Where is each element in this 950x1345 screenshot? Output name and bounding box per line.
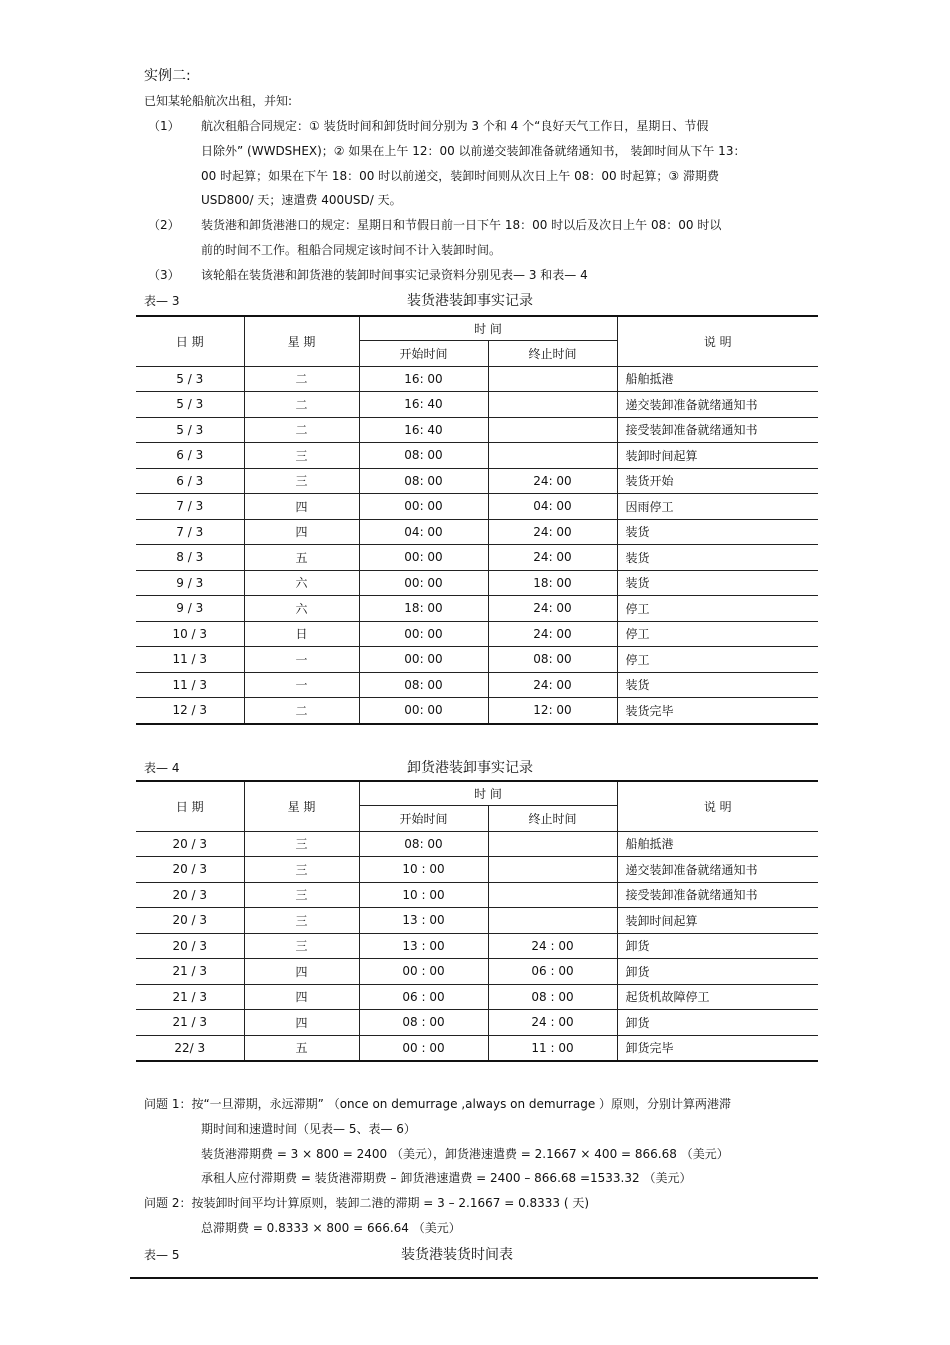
cell-note: 因雨停工: [617, 494, 818, 520]
cell-weekday: 三: [244, 443, 359, 469]
question1-line-1: 问题 1：按“一旦滞期，永远滞期” （once on demurrage ,always on demurrage ）原则，分别计算两港滞: [144, 1097, 732, 1111]
cell-date: 20 / 3: [136, 933, 244, 959]
cell-date: 8 / 3: [136, 545, 244, 571]
table-row: [136, 984, 818, 1010]
cell-end: [488, 908, 617, 934]
cell-date: 20 / 3: [136, 908, 244, 934]
cell-end: 24 : 00: [488, 933, 617, 959]
cell-start: 08: 00: [359, 443, 488, 469]
cell-start: 04: 00: [359, 519, 488, 545]
cell-weekday: 四: [244, 984, 359, 1010]
cell-note: 装货开始: [617, 468, 818, 494]
cell-date: 6 / 3: [136, 468, 244, 494]
cell-weekday: 三: [244, 908, 359, 934]
cell-end: 08 : 00: [488, 984, 617, 1010]
table4-header-end: 终止时间: [488, 805, 617, 831]
condition-2-line-1: 装货港和卸货港港口的规定：星期日和节假日前一日下午 18：00 时以后及次日上午 08：00 时以: [201, 218, 722, 232]
table-row: [136, 882, 818, 908]
question1-line-3: 装货港滞期费 = 3 × 800 = 2400 （美元），卸货港速遣费 = 2.1667 × 400 = 866.68 （美元）: [201, 1147, 729, 1161]
cell-start: 10 : 00: [359, 882, 488, 908]
table4-header-weekday: 星 期: [244, 781, 359, 831]
cell-weekday: 一: [244, 672, 359, 698]
cell-start: 00: 00: [359, 621, 488, 647]
cell-weekday: 三: [244, 857, 359, 883]
cell-weekday: 三: [244, 882, 359, 908]
table-row: [136, 494, 818, 520]
cell-start: 00: 00: [359, 570, 488, 596]
cell-note: 卸货: [617, 959, 818, 985]
cell-note: 装货: [617, 545, 818, 571]
cell-end: [488, 366, 617, 392]
condition-1-line-4: USD800/ 天；速遣费 400USD/ 天。: [201, 193, 402, 207]
question1-line-4: 承租人应付滞期费 = 装货港滞期费 – 卸货港速遣费 = 2400 – 866.68 =1533.32 （美元）: [201, 1171, 692, 1185]
cell-start: 08: 00: [359, 672, 488, 698]
condition-2-line-2: 前的时间不工作。租船合同规定该时间不计入装卸时间。: [201, 243, 502, 257]
table-row: [136, 545, 818, 571]
cell-date: 7 / 3: [136, 519, 244, 545]
table4-label: 表— 4: [144, 761, 180, 775]
table3-header-time: 时 间: [359, 316, 617, 340]
question1-line-2: 期时间和速遣时间（见表— 5、表— 6）: [201, 1122, 416, 1136]
cell-note: 递交装卸准备就绪通知书: [617, 392, 818, 418]
cell-end: [488, 882, 617, 908]
cell-date: 21 / 3: [136, 984, 244, 1010]
condition-3-line-1: 该轮船在装货港和卸货港的装卸时间事实记录资料分别见表— 3 和表— 4: [201, 268, 588, 282]
cell-weekday: 三: [244, 468, 359, 494]
cell-start: 00: 00: [359, 698, 488, 724]
cell-end: 08: 00: [488, 647, 617, 673]
cell-note: 起货机故障停工: [617, 984, 818, 1010]
cell-note: 装货: [617, 570, 818, 596]
cell-weekday: 四: [244, 959, 359, 985]
cell-note: 递交装卸准备就绪通知书: [617, 857, 818, 883]
table-row: [136, 647, 818, 673]
cell-weekday: 四: [244, 1010, 359, 1036]
cell-date: 5 / 3: [136, 417, 244, 443]
cell-note: 装货: [617, 519, 818, 545]
cell-weekday: 三: [244, 933, 359, 959]
cell-weekday: 四: [244, 494, 359, 520]
condition-3-number: （3）: [148, 268, 180, 282]
table-row: [136, 392, 818, 418]
cell-end: 24: 00: [488, 672, 617, 698]
table-row: [136, 831, 818, 857]
table-row: [136, 1010, 818, 1036]
table-row: [136, 417, 818, 443]
cell-note: 卸货: [617, 933, 818, 959]
table3-title: 装货港装卸事实记录: [407, 293, 533, 309]
table3-header-weekday: 星 期: [244, 316, 359, 366]
cell-date: 6 / 3: [136, 443, 244, 469]
table3-label: 表— 3: [144, 294, 180, 308]
cell-start: 08 : 00: [359, 1010, 488, 1036]
cell-start: 18: 00: [359, 596, 488, 622]
cell-start: 16: 40: [359, 392, 488, 418]
cell-start: 16: 40: [359, 417, 488, 443]
table4-body: [136, 831, 818, 1061]
table-row: [136, 1035, 818, 1061]
cell-start: 13 : 00: [359, 908, 488, 934]
cell-weekday: 一: [244, 647, 359, 673]
cell-start: 06 : 00: [359, 984, 488, 1010]
table3-loading-port-records: [136, 315, 818, 725]
cell-start: 13 : 00: [359, 933, 488, 959]
table-row: [136, 672, 818, 698]
cell-date: 20 / 3: [136, 882, 244, 908]
cell-weekday: 六: [244, 596, 359, 622]
cell-end: [488, 392, 617, 418]
table-row: [136, 468, 818, 494]
table4-title: 卸货港装卸事实记录: [407, 760, 533, 776]
cell-note: 停工: [617, 647, 818, 673]
table4-header-start: 开始时间: [359, 805, 488, 831]
cell-weekday: 六: [244, 570, 359, 596]
cell-note: 船舶抵港: [617, 366, 818, 392]
cell-date: 7 / 3: [136, 494, 244, 520]
cell-start: 00: 00: [359, 545, 488, 571]
cell-start: 08: 00: [359, 831, 488, 857]
cell-note: 卸货: [617, 1010, 818, 1036]
table3-body: [136, 366, 818, 724]
cell-note: 装卸时间起算: [617, 443, 818, 469]
cell-date: 22/ 3: [136, 1035, 244, 1061]
cell-weekday: 二: [244, 366, 359, 392]
cell-start: 00: 00: [359, 647, 488, 673]
table-row: [136, 933, 818, 959]
table-row: [136, 519, 818, 545]
cell-weekday: 四: [244, 519, 359, 545]
cell-end: 11 : 00: [488, 1035, 617, 1061]
condition-1-number: （1）: [148, 119, 180, 133]
cell-note: 停工: [617, 596, 818, 622]
table4-header-date: 日 期: [136, 781, 244, 831]
table5-title: 装货港装货时间表: [401, 1247, 513, 1263]
table-row: [136, 959, 818, 985]
cell-note: 停工: [617, 621, 818, 647]
cell-start: 16: 00: [359, 366, 488, 392]
cell-weekday: 二: [244, 698, 359, 724]
cell-end: 24: 00: [488, 519, 617, 545]
cell-end: 04: 00: [488, 494, 617, 520]
cell-date: 9 / 3: [136, 596, 244, 622]
cell-end: 24: 00: [488, 468, 617, 494]
cell-end: [488, 417, 617, 443]
question2-line-2: 总滞期费 = 0.8333 × 800 = 666.64 （美元）: [201, 1221, 461, 1235]
table-row: [136, 857, 818, 883]
cell-weekday: 日: [244, 621, 359, 647]
cell-note: 接受装卸准备就绪通知书: [617, 882, 818, 908]
condition-1-line-1: 航次租船合同规定：① 装货时间和卸货时间分别为 3 个和 4 个“良好天气工作日，星期日、节假: [201, 119, 709, 133]
intro-text: 已知某轮船航次出租，并知:: [144, 94, 293, 108]
condition-1-line-3: 00 时起算；如果在下午 18：00 时以前递交，装卸时间则从次日上午 08：00 时起算；③ 滞期费: [201, 169, 719, 183]
cell-date: 21 / 3: [136, 1010, 244, 1036]
cell-start: 00 : 00: [359, 959, 488, 985]
condition-2-number: （2）: [148, 218, 180, 232]
table-row: [136, 621, 818, 647]
cell-note: 装货完毕: [617, 698, 818, 724]
cell-date: 11 / 3: [136, 647, 244, 673]
table-row: [136, 698, 818, 724]
example-title: 实例二:: [144, 68, 191, 84]
table3-header-end: 终止时间: [488, 340, 617, 366]
table3-header-date: 日 期: [136, 316, 244, 366]
cell-date: 12 / 3: [136, 698, 244, 724]
cell-note: 卸货完毕: [617, 1035, 818, 1061]
table4-header-time: 时 间: [359, 781, 617, 805]
cell-start: 00: 00: [359, 494, 488, 520]
cell-end: [488, 443, 617, 469]
cell-start: 08: 00: [359, 468, 488, 494]
cell-weekday: 五: [244, 545, 359, 571]
table-row: [136, 570, 818, 596]
condition-1-line-2: 日除外” (WWDSHEX)；② 如果在上午 12：00 以前递交装卸准备就绪通知书， 装卸时间从下午 13：: [201, 144, 746, 158]
cell-note: 船舶抵港: [617, 831, 818, 857]
cell-end: 24 : 00: [488, 1010, 617, 1036]
table-row: [136, 596, 818, 622]
table4-header-note: 说 明: [617, 781, 818, 831]
table3-header-note: 说 明: [617, 316, 818, 366]
table5-top-rule: [130, 1277, 818, 1279]
cell-end: 24: 00: [488, 596, 617, 622]
cell-note: 装货: [617, 672, 818, 698]
table5-label: 表— 5: [144, 1248, 180, 1262]
cell-end: 24: 00: [488, 545, 617, 571]
cell-end: 24: 00: [488, 621, 617, 647]
cell-note: 接受装卸准备就绪通知书: [617, 417, 818, 443]
cell-note: 装卸时间起算: [617, 908, 818, 934]
cell-end: 18: 00: [488, 570, 617, 596]
cell-end: 06 : 00: [488, 959, 617, 985]
cell-date: 20 / 3: [136, 831, 244, 857]
cell-weekday: 三: [244, 831, 359, 857]
question2-line-1: 问题 2：按装卸时间平均计算原则，装卸二港的滞期 = 3 – 2.1667 = 0.8333 ( 天): [144, 1196, 590, 1210]
cell-weekday: 二: [244, 417, 359, 443]
cell-date: 10 / 3: [136, 621, 244, 647]
table-row: [136, 366, 818, 392]
cell-end: [488, 831, 617, 857]
cell-date: 21 / 3: [136, 959, 244, 985]
cell-date: 11 / 3: [136, 672, 244, 698]
cell-weekday: 二: [244, 392, 359, 418]
cell-end: 12: 00: [488, 698, 617, 724]
cell-start: 10 : 00: [359, 857, 488, 883]
cell-end: [488, 857, 617, 883]
cell-start: 00 : 00: [359, 1035, 488, 1061]
table-row: [136, 443, 818, 469]
cell-date: 9 / 3: [136, 570, 244, 596]
cell-date: 5 / 3: [136, 366, 244, 392]
table4-discharge-port-records: [136, 780, 818, 1062]
table3-header-start: 开始时间: [359, 340, 488, 366]
cell-weekday: 五: [244, 1035, 359, 1061]
table-row: [136, 908, 818, 934]
cell-date: 20 / 3: [136, 857, 244, 883]
cell-date: 5 / 3: [136, 392, 244, 418]
